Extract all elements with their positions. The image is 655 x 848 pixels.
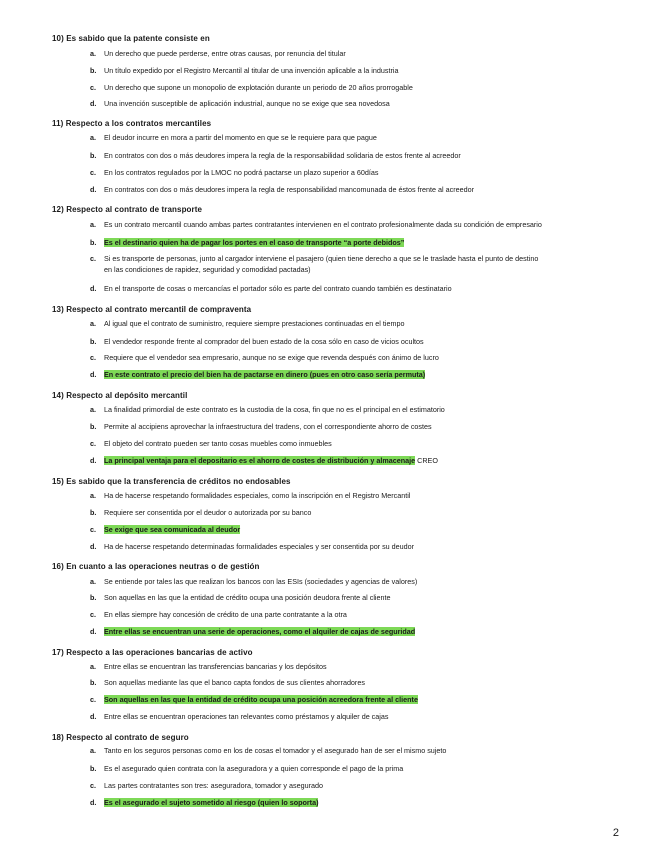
highlighted-answer-text: Es el asegurado el sujeto sometido al riesgo (quien lo soporta) bbox=[104, 798, 319, 807]
option-letter: a. bbox=[90, 49, 96, 58]
question-title bbox=[52, 119, 211, 128]
option-letter: b. bbox=[90, 764, 97, 773]
question-title bbox=[52, 305, 251, 314]
option-text: El vendedor responde frente al comprador del buen estado de la cosa sólo en caso de vicios ocultos bbox=[104, 337, 424, 346]
option-letter: b. bbox=[90, 593, 97, 602]
question-text: Es sabido que la patente consiste en bbox=[66, 34, 210, 43]
question-text: Es sabido que la transferencia de créditos no endosables bbox=[66, 477, 291, 486]
option-text: En contratos con dos o más deudores impera la regla de responsabilidad mancomunada de éstos frente al acreedor bbox=[104, 185, 474, 194]
option-text: La finalidad primordial de este contrato es la custodia de la cosa, fin que no es el principal en el estimatorio bbox=[104, 405, 445, 414]
option-text: Las partes contratantes son tres: aseguradora, tomador y asegurado bbox=[104, 781, 323, 790]
option-letter: c. bbox=[90, 353, 96, 362]
option-letter: d. bbox=[90, 456, 97, 465]
option-text: El deudor incurre en mora a partir del momento en que se le requiere para que pague bbox=[104, 133, 377, 142]
option-text: Requiere que el vendedor sea empresario, aunque no se exige que revenda después con ánimo de lucro bbox=[104, 353, 439, 362]
question-title bbox=[52, 205, 202, 214]
option-letter: c. bbox=[90, 439, 96, 448]
question-number: 16) bbox=[52, 562, 64, 571]
option-text: Al igual que el contrato de suministro, requiere siempre prestaciones continuadas en el tiempo bbox=[104, 319, 405, 328]
question-title bbox=[52, 34, 210, 43]
option-text: Tanto en los seguros personas como en los de cosas el tomador y el asegurado han de ser el mismo sujeto bbox=[104, 746, 447, 755]
option-letter: a. bbox=[90, 746, 96, 755]
option-letter: a. bbox=[90, 577, 96, 586]
option-letter: d. bbox=[90, 627, 97, 636]
question-number: 13) bbox=[52, 305, 64, 314]
question-title bbox=[52, 648, 253, 657]
option-text: En el transporte de cosas o mercancías el portador sólo es parte del contrato cuando también es destinatario bbox=[104, 284, 452, 293]
option-text: En ellas siempre hay concesión de crédito de una parte contratante a la otra bbox=[104, 610, 347, 619]
option-text: Un derecho que puede perderse, entre otras causas, por renuncia del titular bbox=[104, 49, 346, 58]
question-text: Respecto al contrato de seguro bbox=[66, 733, 189, 742]
option-letter: d. bbox=[90, 798, 97, 807]
option-letter: d. bbox=[90, 712, 97, 721]
option-text: Son aquellas en las que la entidad de crédito ocupa una posición deudora frente al cliente bbox=[104, 593, 391, 602]
question-number: 14) bbox=[52, 391, 64, 400]
option-letter: b. bbox=[90, 508, 97, 517]
option-letter: a. bbox=[90, 319, 96, 328]
option-letter: c. bbox=[90, 695, 96, 704]
option-letter: c. bbox=[90, 168, 96, 177]
highlighted-answer-text: Entre ellas se encuentran una serie de operaciones, como el alquiler de cajas de seguridad bbox=[104, 627, 416, 636]
option-annotation: CREO bbox=[415, 456, 438, 465]
highlighted-answer-text: Se exige que sea comunicada al deudor bbox=[104, 525, 241, 534]
highlighted-answer-text: La principal ventaja para el depositario es el ahorro de costes de distribución y almacenaje bbox=[104, 456, 416, 465]
question-title bbox=[52, 477, 291, 486]
question-text: Respecto a los contratos mercantiles bbox=[65, 119, 212, 128]
option-letter: a. bbox=[90, 133, 96, 142]
highlighted-answer-text: Es el destinario quien ha de pagar los portes en el caso de transporte “a porte debidos” bbox=[104, 238, 405, 247]
option-text: Se entiende por tales las que realizan los bancos con las ESIs (sociedades y agencias de valores) bbox=[104, 577, 418, 586]
option-text: Un título expedido por el Registro Mercantil al titular de una invención aplicable a la industria bbox=[104, 66, 399, 75]
option-letter: a. bbox=[90, 662, 96, 671]
option-text: Entre ellas se encuentran las transferencias bancarias y los depósitos bbox=[104, 662, 327, 671]
question-number: 17) bbox=[52, 648, 64, 657]
option-text: Requiere ser consentida por el deudor o autorizada por su banco bbox=[104, 508, 312, 517]
question-text: Respecto a las operaciones bancarias de activo bbox=[66, 648, 253, 657]
option-letter: c. bbox=[90, 525, 96, 534]
option-text: Son aquellas mediante las que el banco capta fondos de sus clientes ahorradores bbox=[104, 678, 365, 687]
highlighted-answer-text: En este contrato el precio del bien ha de pactarse en dinero (pues en otro caso sería permuta) bbox=[104, 370, 426, 379]
option-text: En contratos con dos o más deudores impera la regla de la responsabilidad solidaria de estos frente al acreedor bbox=[104, 151, 461, 160]
option-letter: b. bbox=[90, 422, 97, 431]
question-text: Respecto al contrato de transporte bbox=[66, 205, 203, 214]
question-number: 15) bbox=[52, 477, 64, 486]
question-text: Respecto al depósito mercantil bbox=[66, 391, 188, 400]
option-letter: a. bbox=[90, 220, 96, 229]
option-letter: d. bbox=[90, 542, 97, 551]
question-text: Respecto al contrato mercantil de compraventa bbox=[66, 305, 252, 314]
option-letter: c. bbox=[90, 781, 96, 790]
option-text-continued: en las condiciones de rapidez, seguridad y comodidad pactadas) bbox=[104, 265, 311, 274]
question-number: 10) bbox=[52, 34, 64, 43]
option-letter: d. bbox=[90, 284, 97, 293]
option-text: Entre ellas se encuentran operaciones tan relevantes como préstamos y alquiler de cajas bbox=[104, 712, 389, 721]
option-letter: b. bbox=[90, 678, 97, 687]
question-title bbox=[52, 733, 189, 742]
option-text: Permite al accipiens aprovechar la infraestructura del tradens, con el correspondiente ahorro de costes bbox=[104, 422, 432, 431]
option-letter: a. bbox=[90, 405, 96, 414]
question-title bbox=[52, 562, 260, 571]
option-letter: c. bbox=[90, 83, 96, 92]
page-number: 2 bbox=[612, 827, 619, 839]
option-letter: b. bbox=[90, 337, 97, 346]
option-letter: c. bbox=[90, 254, 96, 263]
option-text: Una invención susceptible de aplicación industrial, aunque no se exige que sea novedosa bbox=[104, 99, 390, 108]
question-title bbox=[52, 391, 187, 400]
option-letter: b. bbox=[90, 66, 97, 75]
option-text: Es el asegurado quien contrata con la aseguradora y a quien corresponde el pago de la prima bbox=[104, 764, 404, 773]
option-letter: c. bbox=[90, 610, 96, 619]
option-letter: b. bbox=[90, 151, 97, 160]
option-letter: d. bbox=[90, 370, 97, 379]
question-number: 18) bbox=[52, 733, 64, 742]
question-number: 12) bbox=[52, 205, 64, 214]
option-text: En los contratos regulados por la LMOC no podrá pactarse un plazo superior a 60días bbox=[104, 168, 379, 177]
option-text: Si es transporte de personas, junto al cargador interviene el pasajero (quien tiene derecho a que se le traslade hasta el punto de destino bbox=[104, 254, 539, 263]
option-letter: d. bbox=[90, 185, 97, 194]
option-text: Es un contrato mercantil cuando ambas partes contratantes intervienen en el contrato profesionalmente dada su condición de empresario bbox=[104, 220, 542, 229]
question-number: 11) bbox=[52, 119, 64, 128]
question-text: En cuanto a las operaciones neutras o de gestión bbox=[66, 562, 260, 571]
option-letter: b. bbox=[90, 238, 97, 247]
option-letter: a. bbox=[90, 491, 96, 500]
option-text: Ha de hacerse respetando determinadas formalidades especiales y ser consentida por su deudor bbox=[104, 542, 415, 551]
highlighted-answer-text: Son aquellas en las que la entidad de crédito ocupa una posición acreedora frente al cliente bbox=[104, 695, 418, 704]
option-letter: d. bbox=[90, 99, 97, 108]
option-text: Un derecho que supone un monopolio de explotación durante un periodo de 20 años prorrogable bbox=[104, 83, 413, 92]
option-text: El objeto del contrato pueden ser tanto cosas muebles como inmuebles bbox=[104, 439, 332, 448]
option-text: Ha de hacerse respetando formalidades especiales, como la inscripción en el Registro Mercantil bbox=[104, 491, 411, 500]
